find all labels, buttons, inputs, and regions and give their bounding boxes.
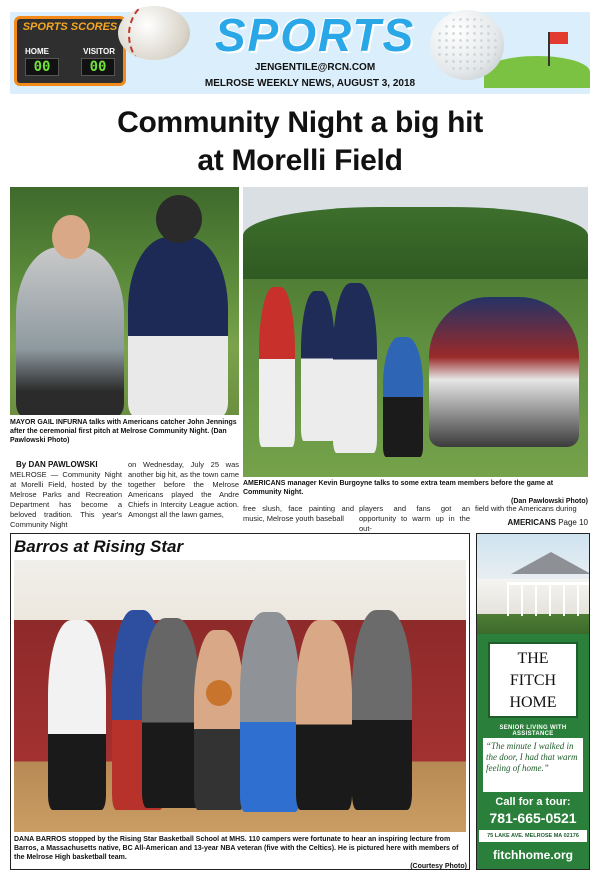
photo2-caption-credit: (Dan Pawlowski Photo): [510, 498, 588, 505]
ad-phone-number[interactable]: 781-665-0521: [489, 810, 577, 826]
ad-house-photo: [477, 534, 589, 634]
ad-tagline: SENIOR LIVING WITH ASSISTANCE: [499, 725, 567, 737]
article-byline: By DAN PAWLOWSKI: [16, 460, 98, 469]
photo3-caption-text: stopped by the Rising Star Basketball School at MHS. 110 campers were fortunate to hear an inspiring lecture from Barros, a Massachusetts native, BC All-American and 13-year NBA veteran (five with the Celtics). He is pictured here with members of the Melrose High basketball team.: [14, 836, 459, 861]
article-column-1: MELROSE — Community Night at Morelli Field, hosted by the Melrose Parks and Recreation Department has become a beloved tradition. This year's Community Night: [10, 470, 122, 529]
headline-line-2: at Morelli Field: [197, 144, 403, 177]
jump-page: Page 10: [558, 518, 588, 527]
photo-figure-mayor: [16, 247, 124, 415]
logo-line-1: THE: [517, 650, 549, 667]
photo-figure-player: [194, 630, 244, 810]
golf-flag-icon: [550, 32, 568, 44]
house-roof-graphic: [511, 552, 589, 574]
fitch-home-logo: [488, 642, 578, 718]
photo-figure-child: [383, 337, 423, 457]
house-porch-graphic: [507, 582, 589, 616]
photo3-caption: [14, 835, 467, 871]
photo-figure-player: [352, 610, 412, 810]
photo1-caption-credit: (Dan Pawlowski Photo): [10, 428, 227, 444]
photo1-caption: [10, 418, 240, 445]
article-column-3: free slush, face painting and music, Melrose youth baseball: [243, 504, 354, 523]
article-headline: [20, 104, 580, 180]
barros-title: Barros at Rising Star: [14, 537, 184, 556]
jump-label: AMERICANS: [507, 518, 556, 527]
article-column-5: field with the Americans during: [475, 504, 577, 513]
logo-line-3: HOME: [509, 694, 557, 711]
photo3-caption-credit: (Courtesy Photo): [410, 863, 467, 870]
scoreboard-title: SPORTS SCORES: [22, 21, 118, 33]
photo-figure-catcher: [128, 237, 228, 415]
photo-figure-player: [301, 291, 335, 441]
photo-figure-manager: [259, 287, 295, 447]
baseball-icon: [118, 6, 190, 60]
fitch-home-ad[interactable]: [476, 533, 590, 870]
photo-figure-group: [429, 297, 579, 447]
photo1-caption-text: talks with Americans catcher John Jennings after the ceremonial first pitch at Melrose Community Night.: [10, 419, 237, 435]
photo-trees: [243, 207, 588, 279]
scoreboard-home-label: HOME: [25, 47, 49, 56]
logo-line-2: FITCH: [509, 672, 557, 689]
article-column-2: on Wednesday, July 25 was another big hit, as the town came together before the Melrose Americans played the Andre Chiefs in Intercity League action. Amongst all the lawn games,: [128, 460, 239, 519]
photo-figure-mayor-head: [52, 215, 90, 259]
scoreboard-visitor-label: VISITOR: [83, 47, 115, 56]
basketball-icon: [206, 680, 232, 706]
golf-ball-icon: [430, 10, 504, 80]
photo-figure-catcher-helmet: [156, 195, 202, 243]
ad-testimonial: “The minute I walked in the door, I had that warm feeling of home.”: [483, 738, 583, 792]
issue-dateline: MELROSE WEEKLY NEWS, AUGUST 3, 2018: [204, 78, 416, 89]
photo-team-meeting: [243, 187, 588, 477]
section-title: SPORTS: [214, 9, 416, 61]
photo-figure-coach: [48, 620, 106, 810]
photo-mayor-and-catcher: [10, 187, 239, 415]
photo2-caption: [243, 479, 588, 506]
photo1-caption-lead: MAYOR GAIL INFURNA: [10, 419, 88, 426]
ad-address: 75 LAKE AVE. MELROSE MA 02176: [479, 830, 587, 842]
photo-figure-barros: [240, 612, 300, 812]
photo-barros-team: [14, 560, 466, 832]
editor-email: JENGENTILE@RCN.COM: [254, 62, 376, 73]
scoreboard-home-score: 00: [25, 58, 59, 76]
article-column-4: players and fans got an opportunity to warm up in the out-: [359, 504, 470, 533]
photo3-caption-lead: DANA BARROS: [14, 836, 67, 843]
photo-figure-player: [142, 618, 200, 808]
scoreboard-visitor-score: 00: [81, 58, 115, 76]
ad-website-link[interactable]: fitchhome.org: [493, 848, 573, 862]
ad-call-label: Call for a tour:: [495, 796, 571, 808]
sports-masthead: [0, 0, 600, 98]
scoreboard-graphic: [14, 16, 126, 86]
photo2-caption-lead: AMERICANS: [243, 480, 286, 487]
headline-line-1: Community Night a big hit: [117, 106, 483, 139]
article-jump-line: [475, 518, 588, 527]
photo-figure-player: [333, 283, 377, 453]
photo-figure-player: [296, 620, 352, 810]
photo2-caption-text: manager Kevin Burgoyne talks to some extra team members before the game at Community Night.: [243, 480, 554, 496]
